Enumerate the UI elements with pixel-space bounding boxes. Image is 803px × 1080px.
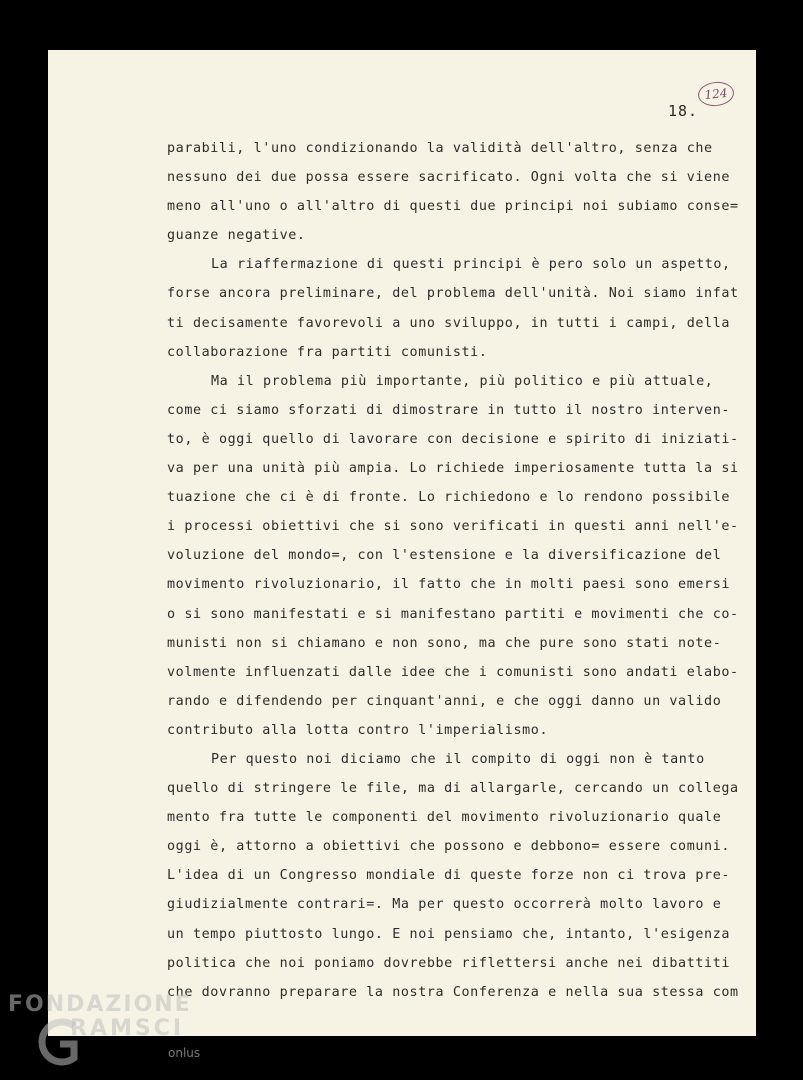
text-line: meno all'uno o all'altro di questi due principi noi subiamo conse= — [167, 199, 739, 215]
text-line: un tempo piuttosto lungo. E noi pensiamo che, intanto, l'esigenza — [167, 926, 731, 942]
text-line: collaborazione fra partiti comunisti. — [167, 344, 488, 360]
text-line: volmente influenzati dalle idee che i comunisti sono andati elabo- — [167, 664, 739, 680]
text-line: contributo alla lotta contro l'imperialismo. — [167, 722, 549, 738]
text-line: Ma il problema più importante, più politico e più attuale, — [211, 373, 714, 389]
text-line: o si sono manifestati e si manifestano partiti e movimenti che co- — [167, 606, 739, 622]
text-line: munisti non si chiamano e non sono, ma che pure sono stati note- — [167, 635, 722, 651]
text-line: nessuno dei due possa essere sacrificato. Ogni volta che si viene — [167, 170, 731, 186]
text-line: Per questo noi diciamo che il compito di oggi non è tanto — [211, 751, 705, 767]
text-line: quello di stringere le file, ma di allargarle, cercando un collega — [167, 781, 739, 797]
text-line: ti decisamente favorevoli a uno sviluppo, in tutti i campi, della — [167, 315, 731, 331]
text-line: oggi è, attorno a obiettivi che possono e debbono= essere comuni. — [167, 839, 731, 855]
text-line: movimento rivoluzionario, il fatto che in molti paesi sono emersi — [167, 577, 731, 593]
text-line: to, è oggi quello di lavorare con decisione e spirito di iniziati- — [167, 431, 739, 447]
text-line: parabili, l'uno condizionando la validità dell'altro, senza che — [167, 141, 713, 156]
watermark-line-2: RAMSCI — [70, 1016, 185, 1041]
text-line: guanze negative. — [167, 228, 306, 244]
watermark-line-1: FONDAZIONE — [8, 992, 192, 1017]
text-line: La riaffermazione di questi principi è pero solo un aspetto, — [211, 257, 731, 273]
text-line: rando e difendendo per cinquant'anni, e che oggi danno un valido — [167, 693, 722, 709]
text-line: i processi obiettivi che si sono verificati in questi anni nell'e- — [167, 519, 739, 535]
typewritten-text-body — [167, 134, 767, 1007]
text-line: mento fra tutte le componenti del movimento rivoluzionario quale — [167, 810, 722, 826]
text-line: L'idea di un Congresso mondiale di queste forze non ci trova pre- — [167, 868, 731, 884]
text-line: come ci siamo sforzati di dimostrare in tutto il nostro interven- — [167, 402, 731, 418]
archive-stamp-number: 124 — [697, 80, 735, 108]
document-page — [48, 50, 756, 1036]
text-line: forse ancora preliminare, del problema dell'unità. Noi siamo infat — [167, 286, 739, 302]
text-line: politica che noi poniamo dovrebbe riflettersi anche nei dibattiti — [167, 955, 731, 971]
text-line: tuazione che ci è di fronte. Lo richiedono e lo rendono possibile — [167, 490, 731, 506]
text-line: va per una unità più ampia. Lo richiede imperiosamente tutta la si — [167, 461, 739, 477]
text-line: che dovranno preparare la nostra Conferenza e nella sua stessa com — [167, 984, 739, 1000]
fondazione-gramsci-watermark-logo — [8, 992, 208, 1072]
page-number: 18. — [668, 102, 699, 120]
text-line: voluzione del mondo=, con l'estensione e la diversificazione del — [167, 548, 722, 564]
text-line: giudizialmente contrari=. Ma per questo occorrerà molto lavoro e — [167, 897, 722, 913]
watermark-line-3: onlus — [168, 1046, 201, 1060]
